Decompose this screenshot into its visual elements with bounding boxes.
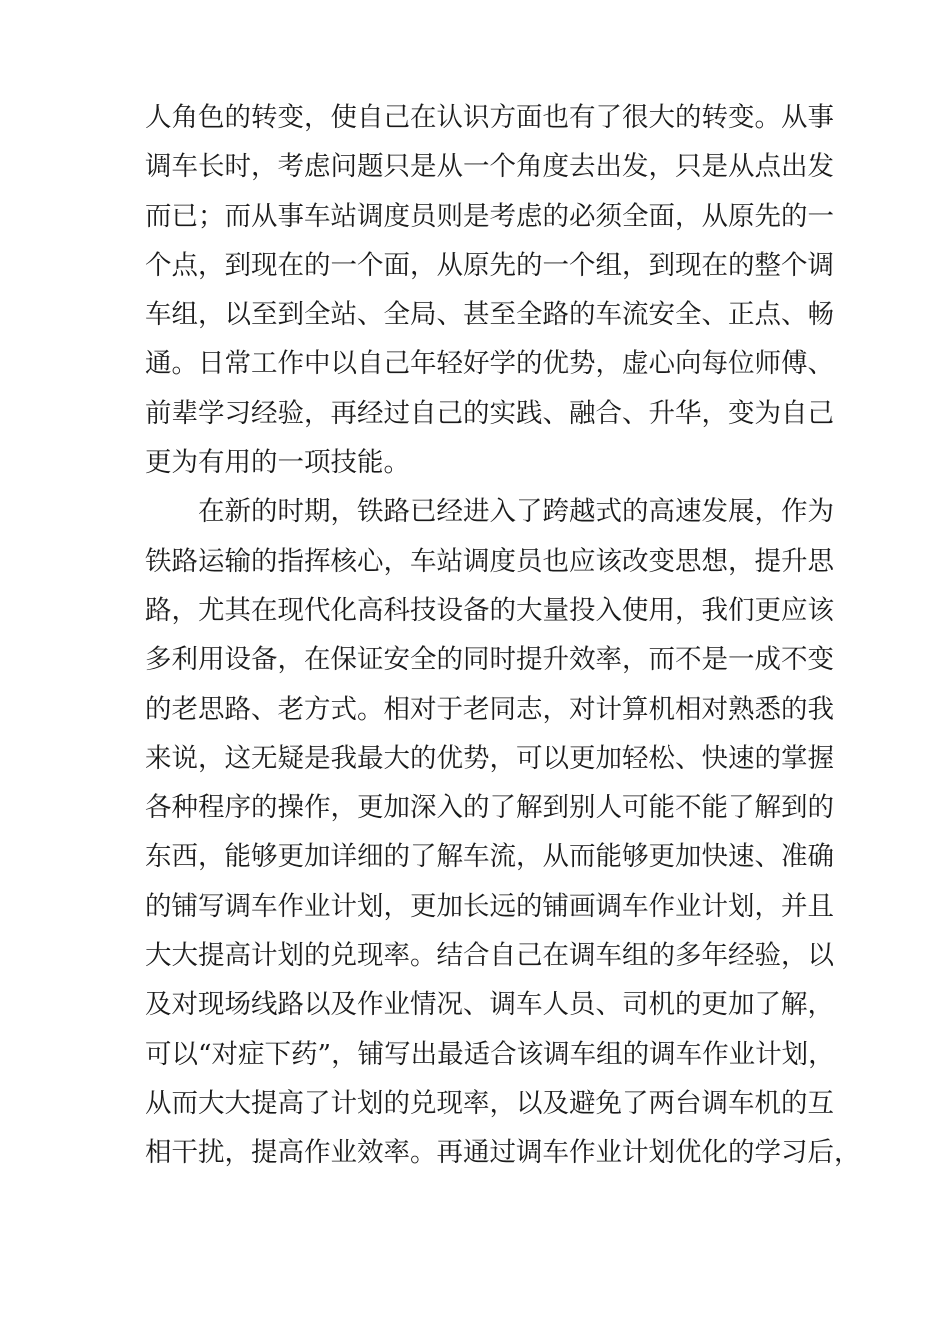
paragraph-1 [145,93,834,487]
text-line: 铁路运输的指挥核心，车站调度员也应该改变思想，提升思 [145,545,834,577]
text-line: 及对现场线路以及作业情况、调车人员、司机的更加了解， [145,989,834,1021]
paragraph-2 [145,487,861,1177]
text-line: 来说，这无疑是我最大的优势，可以更加轻松、快速的掌握 [145,742,834,774]
text-line: 个点，到现在的一个面，从原先的一个组，到现在的整个调 [145,249,834,281]
text-line: 更为有用的一项技能。 [145,447,410,479]
text-line: 路，尤其在现代化高科技设备的大量投入使用，我们更应该 [145,594,834,626]
text-line: 相干扰，提高作业效率。再通过调车作业计划优化的学习后， [145,1137,861,1169]
text-line: 而已；而从事车站调度员则是考虑的必须全面，从原先的一 [145,200,834,232]
text-line: 调车长时，考虑问题只是从一个角度去出发，只是从点出发 [145,151,834,183]
text-line: 车组，以至到全站、全局、甚至全路的车流安全、正点、畅 [145,299,834,331]
text-line: 东西，能够更加详细的了解车流，从而能够更加快速、准确 [145,841,834,873]
document-body [145,93,861,1178]
text-line: 大大提高计划的兑现率。结合自己在调车组的多年经验，以 [145,940,834,972]
text-line: 在新的时期，铁路已经进入了跨越式的高速发展，作为 [198,496,834,528]
text-line: 前辈学习经验，再经过自己的实践、融合、升华，变为自己 [145,397,834,429]
text-line: 各种程序的操作，更加深入的了解到别人可能不能了解到的 [145,792,834,824]
text-line: 可以“对症下药”，铺写出最适合该调车组的调车作业计划， [145,1038,835,1070]
text-line: 人角色的转变，使自己在认识方面也有了很大的转变。从事 [145,102,834,133]
text-line: 通。日常工作中以自己年轻好学的优势，虚心向每位师傅、 [145,348,834,380]
text-line: 从而大大提高了计划的兑现率，以及避免了两台调车机的互 [145,1087,834,1119]
text-line: 的老思路、老方式。相对于老同志，对计算机相对熟悉的我 [145,693,834,725]
text-line: 的铺写调车作业计划，更加长远的铺画调车作业计划，并且 [145,890,834,922]
text-line: 多利用设备，在保证安全的同时提升效率，而不是一成不变 [145,644,834,676]
